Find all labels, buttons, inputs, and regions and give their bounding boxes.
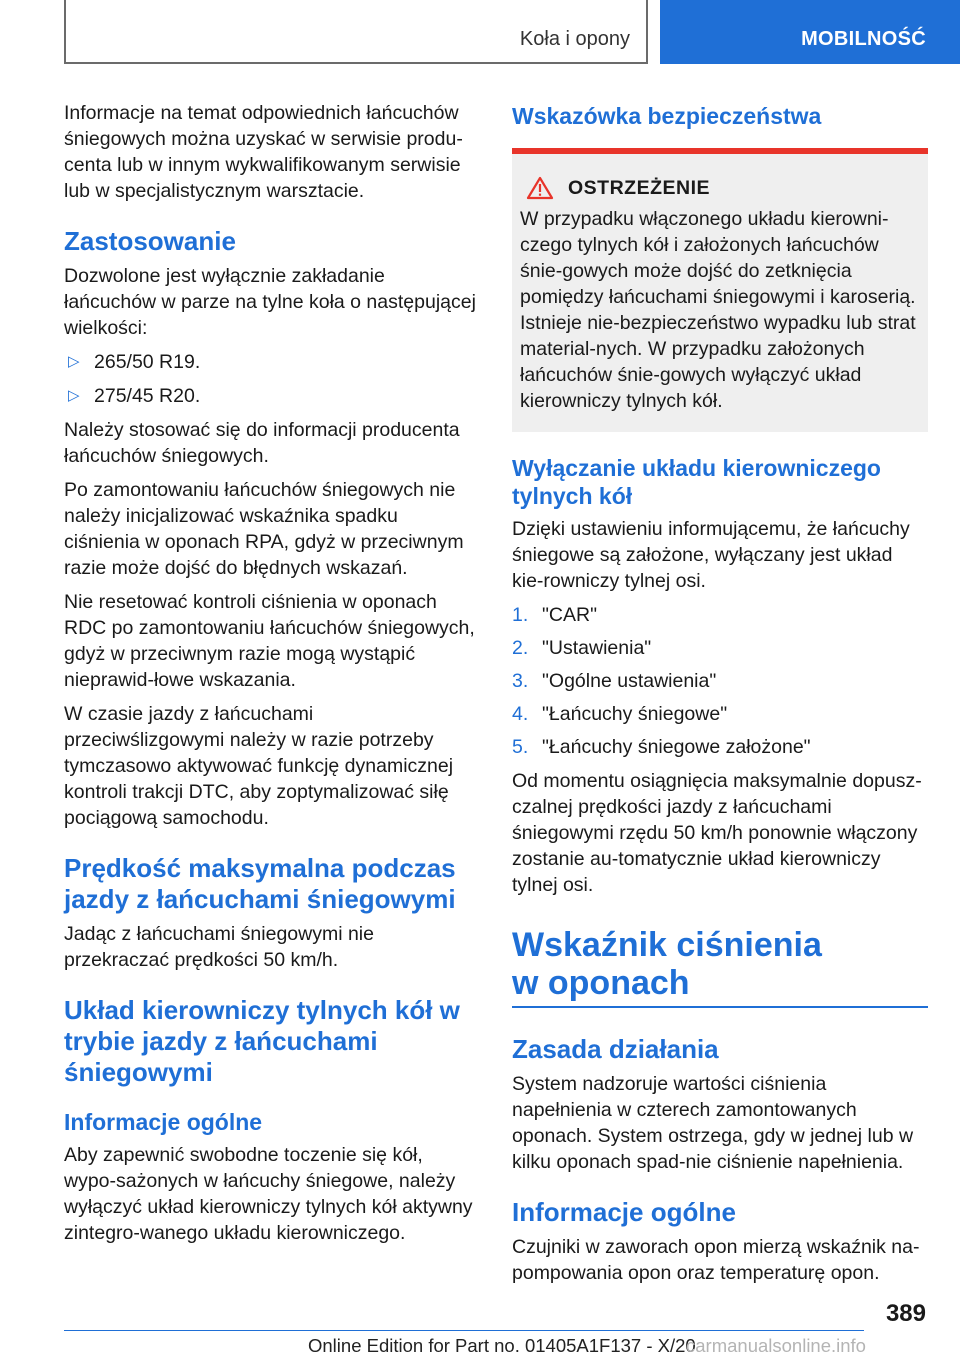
list-item: ▷ 265/50 R19. xyxy=(68,351,201,373)
zastosowanie-text: Dozwolone jest wyłącznie zakładanie łańcuchów w parze na tylne koła o następującej wielkości: xyxy=(64,265,476,339)
rear-steering-text: Aby zapewnić swobodne toczenie się kół, wypo-sażonych w łańcuchy śniegowe, należy wyłączyć układ kierowniczy tylnych kół aktywny zintegro-wanego układu kierowniczego. xyxy=(64,1144,473,1244)
principle-text: System nadzoruje wartości ciśnienia napełnienia w czterech zamontowanych oponach. System ostrzega, gdy w jednej lub w kilku oponach spad-nie ciśnienie napełnienia. xyxy=(512,1073,914,1173)
zastosowanie-paragraph-1: Należy stosować się do informacji producenta łańcuchów śniegowych. xyxy=(64,419,460,467)
heading-principle: Zasada działania xyxy=(512,1034,719,1064)
footer-edition: Online Edition for Part no. 01405A1F137 - X/20 xyxy=(308,1335,696,1356)
header-section-box xyxy=(64,0,648,64)
intro-paragraph: Informacje na temat odpowiednich łańcuchów śniegowych można uzyskać w serwisie produ-centa lub w innym wykwalifikowanym serwisie lub w specjalistycznym warsztacie. xyxy=(64,102,463,202)
footer-divider xyxy=(64,1330,864,1331)
right-column xyxy=(512,100,928,1294)
warning-label: OSTRZEŻENIE xyxy=(568,176,711,199)
list-item: 2. "Ustawienia" xyxy=(512,637,652,659)
warning-triangle-icon xyxy=(526,176,554,200)
warning-header xyxy=(520,176,918,200)
header-chapter-title: MOBILNOŚĆ xyxy=(801,28,926,50)
heading-disable-steering: Wyłączanie układu kierowniczego tylnych kół xyxy=(512,455,881,509)
triangle-bullet-icon: ▷ xyxy=(68,353,80,370)
list-item: ▷ 275/45 R20. xyxy=(68,385,201,407)
list-item: 1. "CAR" xyxy=(512,604,598,626)
warning-box xyxy=(512,148,928,432)
page-number: 389 xyxy=(885,1300,926,1327)
general-info-text: Czujniki w zaworach opon mierzą wskaźnik na-pompowania opon oraz temperaturę opon. xyxy=(512,1236,920,1284)
heading-zastosowanie: Zastosowanie xyxy=(64,226,236,256)
list-item: 4. "Łańcuchy śniegowe" xyxy=(512,703,728,725)
chapter-divider xyxy=(512,1006,928,1008)
settings-steps-list xyxy=(512,602,928,760)
chapter-title: Wskaźnik ciśnienia w oponach xyxy=(512,926,822,1002)
disable-steering-text: Dzięki ustawieniu informującemu, że łańcuchy śniegowe są założone, wyłączany jest układ kie-rowniczy tylnej osi. xyxy=(512,518,910,592)
zastosowanie-paragraph-3: Nie resetować kontroli ciśnienia w oponach RDC po zamontowaniu łańcuchów śniegowych, gdyż w przeciwnym razie mogą wystąpić nieprawid-łowe wskazania. xyxy=(64,591,475,691)
heading-rear-steering: Układ kierowniczy tylnych kół w trybie jazdy z łańcuchami śniegowymi xyxy=(64,995,460,1087)
header-chapter-tab xyxy=(660,0,960,64)
max-speed-text: Jadąc z łańcuchami śniegowymi nie przekraczać prędkości 50 km/h. xyxy=(64,923,374,971)
heading-general-info-2: Informacje ogólne xyxy=(512,1197,736,1227)
list-item: 3. "Ogólne ustawienia" xyxy=(512,670,717,692)
tire-size-list xyxy=(64,349,478,409)
heading-general-info: Informacje ogólne xyxy=(64,1109,263,1135)
header-section-title: Koła i opony xyxy=(519,28,630,50)
footer-watermark: carmanualsonline.info xyxy=(686,1335,866,1356)
triangle-bullet-icon: ▷ xyxy=(68,387,80,404)
disable-steering-after: Od momentu osiągnięcia maksymalnie dopusz-czalnej prędkości jazdy z łańcuchami śniegowymi rzędu 50 km/h ponownie włączony zostanie au-tomatycznie układ kierowniczy tylnej osi. xyxy=(512,770,922,896)
list-item: 5. "Łańcuchy śniegowe założone" xyxy=(512,736,811,758)
left-column xyxy=(64,100,478,1254)
warning-text: W przypadku włączonego układu kierowni-czego tylnych kół i założonych łańcuchów śnie-gowych może dojść do zetknięcia pomiędzy łańcuchami śniegowymi i karoserią. Istnieje nie-bezpieczeństwo wypadku lub strat material-nych. W przypadku założonych łańcuchów śnie-gowych wyłączyć układ kierowniczy tylnych kół. xyxy=(520,208,916,412)
zastosowanie-paragraph-2: Po zamontowaniu łańcuchów śniegowych nie należy inicjalizować wskaźnika spadku ciśnienia w oponach RPA, gdyż w przeciwnym razie może dojść do błędnych wskazań. xyxy=(64,479,464,579)
zastosowanie-paragraph-4: W czasie jazdy z łańcuchami przeciwślizgowymi należy w razie potrzeby tymczasowo aktywować funkcję dynamicznej kontroli trakcji DTC, aby zoptymalizować siłę pociągową samochodu. xyxy=(64,703,454,829)
heading-max-speed: Prędkość maksymalna podczas jazdy z łańcuchami śniegowymi xyxy=(64,853,456,914)
heading-safety: Wskazówka bezpieczeństwa xyxy=(512,103,822,129)
